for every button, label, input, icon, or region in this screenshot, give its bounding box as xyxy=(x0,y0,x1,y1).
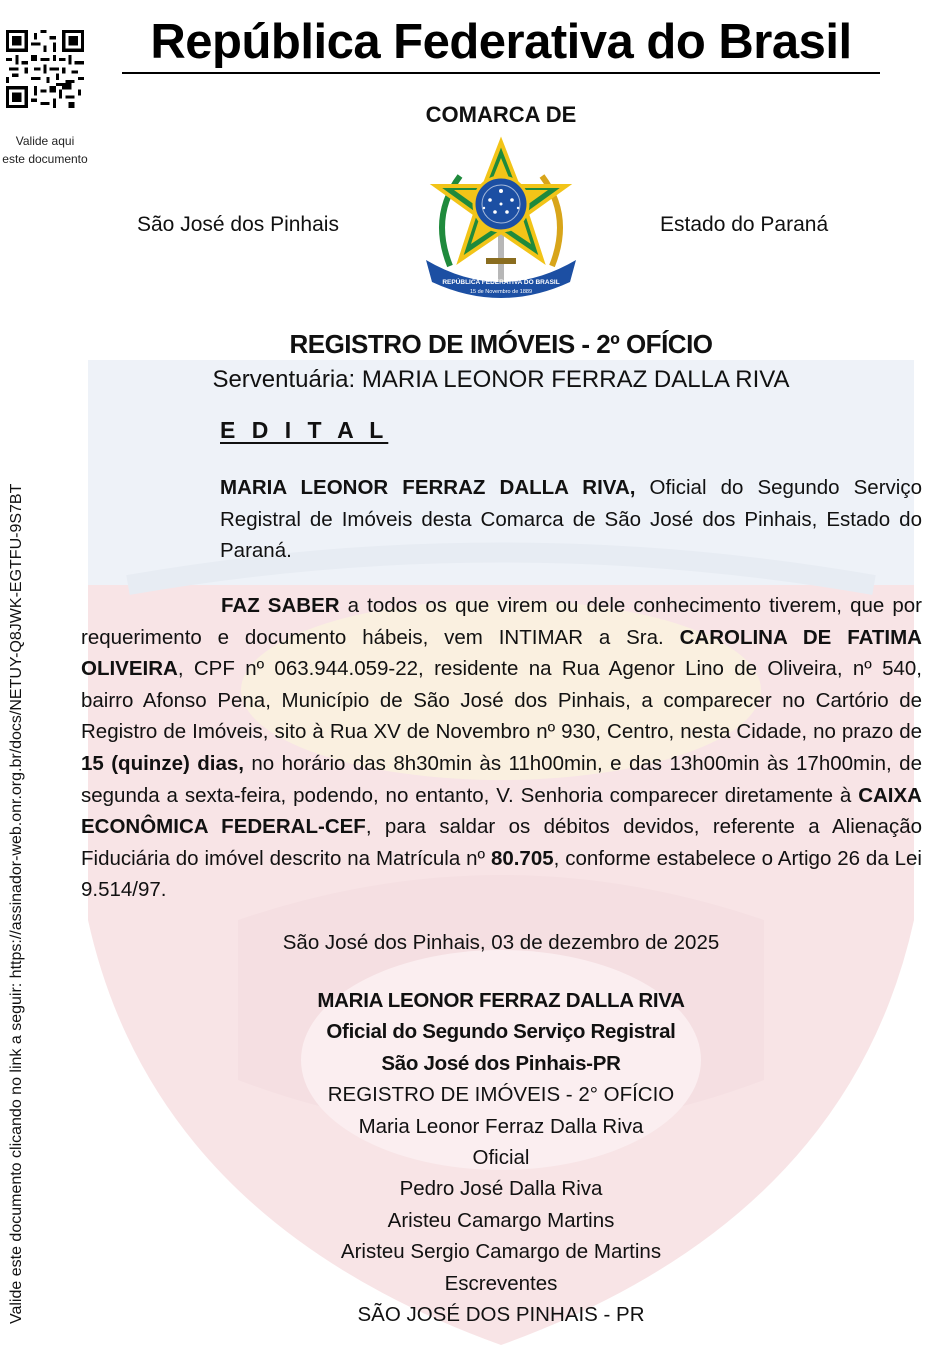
signature-line: SÃO JOSÉ DOS PINHAIS - PR xyxy=(357,1303,645,1327)
qr-code-icon[interactable] xyxy=(6,30,84,108)
body-text-4: , para saldar os débitos devidos, referente a Alienação Fiduciária do imóvel descrito na Matrícula nº xyxy=(81,815,923,870)
edital-intro-paragraph xyxy=(220,472,922,567)
comarca-label: COMARCA DE xyxy=(425,102,577,127)
body-text-2: , CPF nº 063.944.059-22, residente na Rua Agenor Lino de Oliveira, nº 540, bairro Afonso Pena, Município de São José dos Pinhais, a comparecer no Cartório de Registro de Imóveis, sito à Rua XV de Novembro nº 930, Centro, nesta Cidade, no prazo de xyxy=(81,657,922,744)
signer-name: MARIA LEONOR FERRAZ DALLA RIVA xyxy=(317,989,685,1012)
signer-place: São José dos Pinhais-PR xyxy=(381,1051,621,1075)
validation-link-text[interactable]: Valide este documento clicando no link a seguir: https://assinador-web.onr.org.br/docs/NETUY-Q8JWK-EGTFU-9S7BT xyxy=(8,483,25,1324)
emblem-ribbon-text-2: 15 de Novembro de 1889 xyxy=(469,289,533,295)
signature-block xyxy=(200,985,802,1330)
faz-saber: FAZ SABER xyxy=(221,594,340,617)
body-text-5: , conforme estabelece o Artigo 26 da Lei 9.514/97. xyxy=(81,846,922,902)
qr-caption-line1: Valide aqui xyxy=(15,134,75,148)
signature-line: Oficial xyxy=(472,1146,530,1170)
signer-role: Oficial do Segundo Serviço Registral xyxy=(326,1020,676,1044)
emblem-ribbon-text-1: REPÚBLICA FEDERATIVA DO BRASIL xyxy=(442,279,560,286)
matricula-number: 80.705 xyxy=(490,846,554,870)
signature-line: Pedro José Dalla Riva xyxy=(399,1177,603,1201)
brazil-coat-of-arms-icon xyxy=(420,136,582,310)
edital-body-paragraph xyxy=(81,590,922,906)
serventuaria-line: Serventuária: MARIA LEONOR FERRAZ DALLA RIVA xyxy=(212,366,790,393)
date-line: São José dos Pinhais, 03 de dezembro de 2025 xyxy=(282,931,720,954)
signature-line: Maria Leonor Ferraz Dalla Riva xyxy=(358,1114,644,1138)
state-label: Estado do Paraná xyxy=(660,213,829,236)
body-text-3: no horário das 8h30min às 11h00min, e das 13h00min às 17h00min, de segunda a sexta-feira, podendo, no entanto, V. Senhoria comparecer diretamente à xyxy=(81,751,922,807)
bank-name: CAIXA ECONÔMICA FEDERAL-CEF xyxy=(81,783,922,839)
intimated-person: CAROLINA DE FATIMA OLIVEIRA xyxy=(81,625,922,681)
title-underline xyxy=(122,72,880,74)
signature-line: Escreventes xyxy=(444,1271,558,1295)
edital-heading: E D I T A L xyxy=(220,417,389,443)
city-label: São José dos Pinhais xyxy=(137,213,339,236)
official-name: MARIA LEONOR FERRAZ DALLA RIVA, xyxy=(220,476,636,499)
signature-line: Aristeu Sergio Camargo de Martins xyxy=(340,1240,662,1264)
body-text-1: a todos os que virem ou dele conhecimento tiverem, que por requerimento e documento hábeis, vem INTIMAR a Sra. xyxy=(81,594,922,649)
official-description: Oficial do Segundo Serviço Registral de Imóveis desta Comarca de São José dos Pinhais, Estado do Paraná. xyxy=(220,476,922,563)
document-title: República Federativa do Brasil xyxy=(150,15,852,69)
signature-line: Aristeu Camargo Martins xyxy=(387,1208,615,1232)
registry-heading: REGISTRO DE IMÓVEIS - 2º OFÍCIO xyxy=(289,329,713,359)
deadline: 15 (quinze) dias, xyxy=(81,751,244,775)
qr-caption-line2: este documento xyxy=(2,152,88,166)
signature-line: REGISTRO DE IMÓVEIS - 2° OFÍCIO xyxy=(327,1083,675,1107)
